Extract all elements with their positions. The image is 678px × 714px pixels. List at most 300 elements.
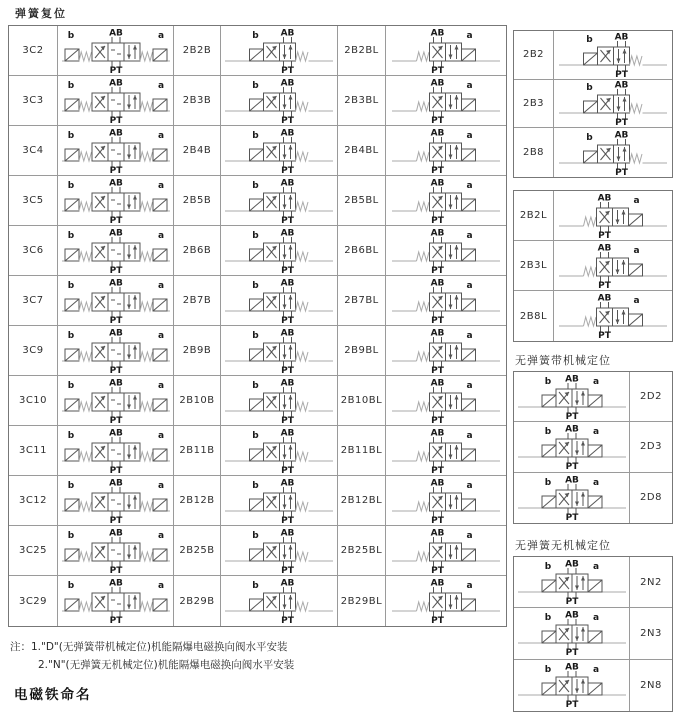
svg-text:AB: AB	[430, 528, 445, 538]
svg-text:AB: AB	[430, 328, 445, 338]
svg-text:PT: PT	[565, 648, 578, 657]
model-code-2bb-cell	[174, 26, 221, 76]
svg-text:PT: PT	[565, 411, 578, 420]
model-code-3c-cell	[9, 126, 58, 176]
valve-symbol-3pos-cell	[58, 76, 174, 126]
svg-text:b: b	[67, 530, 74, 541]
svg-text:PT: PT	[615, 69, 628, 78]
valve-symbol-2pos-b-cell	[221, 526, 338, 576]
model-code-2bbl-cell	[338, 26, 386, 76]
valve-symbol-cell	[554, 291, 672, 341]
valve-symbol-icon	[516, 374, 628, 420]
valve-symbol-icon	[60, 528, 172, 574]
model-code: 2D8	[640, 492, 662, 504]
svg-text:AB: AB	[280, 428, 295, 438]
model-code-2bbl: 2B7BL	[344, 295, 379, 306]
model-code-2bbl-cell	[338, 276, 386, 326]
svg-text:PT: PT	[281, 265, 294, 274]
svg-text:AB: AB	[280, 478, 295, 488]
svg-text:b: b	[544, 426, 551, 437]
svg-text:PT: PT	[109, 465, 122, 474]
valve-symbol-3pos-cell	[58, 376, 174, 426]
valve-symbol-icon	[223, 478, 335, 524]
svg-text:b: b	[252, 581, 259, 591]
side-table-detent	[513, 371, 673, 524]
model-code-2bb-cell	[174, 426, 221, 476]
valve-symbol-cell	[514, 660, 630, 711]
section-heading-solenoid-naming: 电磁铁命名	[14, 687, 92, 703]
valve-symbol-icon	[223, 128, 335, 174]
valve-symbol-2pos-b-cell	[221, 176, 338, 226]
valve-symbol-cell	[514, 473, 630, 523]
svg-text:PT: PT	[431, 265, 444, 274]
svg-text:PT: PT	[431, 115, 444, 124]
valve-symbol-icon	[223, 78, 335, 124]
svg-text:AB: AB	[430, 178, 445, 188]
valve-symbol-2pos-a-cell	[386, 126, 506, 176]
valve-symbol-3pos-cell	[58, 426, 174, 476]
valve-symbol-3pos-cell	[58, 326, 174, 376]
svg-text:a: a	[466, 581, 473, 591]
svg-text:PT: PT	[431, 616, 444, 624]
valve-model-table	[8, 25, 507, 627]
model-code-2bb: 2B4B	[182, 145, 212, 156]
svg-text:PT: PT	[109, 115, 122, 124]
valve-symbol-2pos-a-cell	[386, 576, 506, 626]
model-code-2bbl: 2B4BL	[344, 145, 379, 156]
svg-text:AB: AB	[430, 228, 445, 238]
model-code-2bbl-cell	[338, 176, 386, 226]
valve-symbol-3pos-cell	[58, 176, 174, 226]
valve-symbol-cell	[554, 31, 672, 80]
model-code-3c: 3C10	[18, 395, 48, 406]
svg-text:PT: PT	[281, 215, 294, 224]
model-code-cell	[514, 31, 554, 80]
svg-text:PT: PT	[109, 215, 122, 224]
model-code-3c: 3C9	[22, 345, 44, 356]
svg-text:AB: AB	[430, 478, 445, 488]
model-code-3c-cell	[9, 26, 58, 76]
valve-symbol-2pos-b-cell	[221, 276, 338, 326]
svg-text:a: a	[633, 296, 640, 306]
svg-text:AB: AB	[280, 78, 295, 88]
svg-text:a: a	[592, 562, 599, 573]
svg-text:AB: AB	[430, 128, 445, 138]
model-code-2bb: 2B12B	[179, 495, 215, 506]
model-code: 2B8L	[519, 310, 548, 322]
svg-text:AB: AB	[108, 328, 123, 338]
svg-text:a: a	[592, 665, 599, 676]
valve-symbol-icon	[223, 278, 335, 324]
svg-text:a: a	[157, 380, 164, 391]
svg-text:a: a	[157, 130, 164, 141]
side-table-spring-return-b	[513, 30, 673, 178]
valve-symbol-icon	[223, 178, 335, 224]
svg-text:b: b	[586, 83, 593, 94]
svg-text:a: a	[466, 330, 473, 341]
model-code: 2B3L	[519, 260, 548, 271]
svg-text:PT: PT	[281, 115, 294, 124]
model-code-3c-cell	[9, 376, 58, 426]
svg-text:a: a	[157, 280, 164, 291]
svg-text:b: b	[67, 80, 74, 91]
model-code-2bb: 2B2B	[182, 45, 212, 56]
svg-text:b: b	[586, 34, 593, 45]
model-code-2bb-cell	[174, 326, 221, 376]
svg-text:a: a	[157, 30, 164, 41]
valve-symbol-icon	[390, 128, 502, 174]
svg-text:b: b	[252, 480, 259, 491]
model-code-2bbl-cell	[338, 476, 386, 526]
footnote-text-1: 1."D"(无弹簧带机械定位)机能隔爆电磁换向阀水平安装	[31, 641, 288, 653]
svg-text:PT: PT	[109, 365, 122, 374]
model-code-2bbl: 2B3BL	[344, 95, 379, 106]
svg-text:PT: PT	[431, 65, 444, 74]
model-code: 2N2	[640, 576, 662, 588]
valve-symbol-3pos-cell	[58, 126, 174, 176]
svg-text:b: b	[67, 480, 74, 491]
valve-symbol-2pos-a-cell	[386, 326, 506, 376]
valve-symbol-icon	[390, 78, 502, 124]
svg-text:b: b	[252, 80, 259, 91]
model-code-2bb-cell	[174, 176, 221, 226]
model-code-3c-cell	[9, 476, 58, 526]
svg-text:PT: PT	[431, 365, 444, 374]
svg-text:a: a	[592, 613, 599, 624]
valve-symbol-3pos-cell	[58, 276, 174, 326]
model-code-2bb-cell	[174, 526, 221, 576]
svg-text:a: a	[157, 330, 164, 341]
valve-symbol-icon	[390, 428, 502, 474]
model-code-2bb-cell	[174, 476, 221, 526]
model-code: 2N3	[640, 627, 662, 639]
model-code-2bb-cell	[174, 76, 221, 126]
svg-text:AB: AB	[108, 478, 123, 488]
valve-symbol-2pos-a-cell	[386, 26, 506, 76]
model-code-cell	[630, 608, 672, 659]
svg-text:a: a	[633, 195, 640, 206]
model-code-2bb: 2B9B	[182, 345, 212, 356]
svg-text:PT: PT	[281, 515, 294, 524]
model-code: 2D3	[640, 441, 662, 453]
model-code-2bb-cell	[174, 126, 221, 176]
valve-symbol-2pos-b-cell	[221, 76, 338, 126]
model-code-2bbl: 2B6BL	[344, 245, 379, 256]
model-code-cell	[630, 422, 672, 472]
footnote-prefix: 注：	[10, 641, 31, 653]
model-code-2bb: 2B6B	[182, 245, 212, 256]
model-code-3c-cell	[9, 576, 58, 626]
svg-text:a: a	[157, 230, 164, 241]
svg-text:PT: PT	[431, 165, 444, 174]
valve-symbol-2pos-a-cell	[386, 376, 506, 426]
model-code-2bbl: 2B12BL	[340, 495, 383, 506]
model-code-cell	[514, 291, 554, 341]
svg-text:AB: AB	[430, 428, 445, 438]
model-code-3c-cell	[9, 526, 58, 576]
valve-symbol-2pos-a-cell	[386, 426, 506, 476]
model-code-2bb: 2B25B	[179, 545, 215, 556]
svg-text:AB: AB	[280, 278, 295, 288]
svg-text:a: a	[466, 530, 473, 541]
svg-text:PT: PT	[281, 65, 294, 74]
svg-text:AB: AB	[564, 424, 579, 435]
svg-text:b: b	[67, 430, 74, 441]
svg-text:PT: PT	[281, 616, 294, 624]
svg-text:PT: PT	[565, 700, 578, 709]
svg-text:a: a	[466, 80, 473, 91]
svg-text:PT: PT	[565, 597, 578, 606]
svg-text:AB: AB	[108, 78, 123, 88]
valve-symbol-2pos-b-cell	[221, 126, 338, 176]
svg-text:PT: PT	[598, 331, 611, 339]
page-title: 弹簧复位	[15, 7, 67, 20]
valve-symbol-cell	[514, 608, 630, 659]
model-code-3c: 3C11	[18, 445, 48, 456]
valve-symbol-2pos-a-cell	[386, 276, 506, 326]
svg-text:AB: AB	[108, 428, 123, 438]
model-code-3c: 3C2	[22, 45, 44, 56]
svg-text:b: b	[544, 665, 551, 676]
svg-text:PT: PT	[109, 315, 122, 324]
model-code-cell	[514, 241, 554, 291]
svg-text:AB: AB	[430, 378, 445, 388]
valve-symbol-2pos-a-cell	[386, 76, 506, 126]
model-code-2bbl: 2B9BL	[344, 345, 379, 356]
svg-text:AB: AB	[614, 130, 629, 141]
svg-text:b: b	[252, 130, 259, 141]
svg-text:AB: AB	[108, 228, 123, 238]
valve-symbol-2pos-b-cell	[221, 26, 338, 76]
valve-symbol-2pos-a-cell	[386, 176, 506, 226]
svg-text:AB: AB	[564, 475, 579, 486]
model-code-3c: 3C25	[18, 545, 48, 556]
svg-text:PT: PT	[598, 280, 611, 289]
svg-text:PT: PT	[109, 65, 122, 74]
svg-text:AB: AB	[108, 128, 123, 138]
svg-text:AB: AB	[564, 374, 579, 385]
caption-no-spring-no-detent: 无弹簧无机械定位	[515, 539, 611, 552]
model-code-3c-cell	[9, 426, 58, 476]
valve-symbol-cell	[554, 191, 672, 241]
svg-text:b: b	[67, 180, 74, 191]
svg-text:PT: PT	[281, 465, 294, 474]
valve-symbol-icon	[60, 328, 172, 374]
valve-symbol-3pos-cell	[58, 526, 174, 576]
svg-text:a: a	[633, 245, 640, 256]
valve-symbol-icon	[390, 378, 502, 424]
valve-symbol-icon	[390, 578, 502, 624]
footnotes	[10, 638, 294, 674]
model-code-2bbl-cell	[338, 226, 386, 276]
svg-text:PT: PT	[431, 465, 444, 474]
svg-text:b: b	[252, 280, 259, 291]
valve-symbol-2pos-a-cell	[386, 476, 506, 526]
valve-symbol-icon	[390, 528, 502, 574]
model-code-2bbl: 2B10BL	[340, 395, 383, 406]
footnote-text-2: 2."N"(无弹簧无机械定位)机能隔爆电磁换向阀水平安装	[38, 659, 295, 671]
valve-symbol-2pos-b-cell	[221, 426, 338, 476]
svg-text:AB: AB	[108, 378, 123, 388]
valve-symbol-icon	[390, 278, 502, 324]
svg-text:b: b	[252, 330, 259, 341]
model-code-2bbl: 2B5BL	[344, 195, 379, 206]
svg-text:PT: PT	[431, 515, 444, 524]
model-code-cell	[630, 660, 672, 711]
model-code-2bbl-cell	[338, 576, 386, 626]
svg-text:PT: PT	[565, 512, 578, 521]
valve-symbol-icon	[223, 228, 335, 274]
model-code-3c-cell	[9, 326, 58, 376]
valve-symbol-3pos-cell	[58, 26, 174, 76]
svg-text:AB: AB	[280, 328, 295, 338]
valve-symbol-icon	[557, 243, 669, 289]
model-code-2bb: 2B7B	[182, 295, 212, 306]
svg-text:AB: AB	[280, 178, 295, 188]
model-code-3c: 3C12	[18, 495, 48, 506]
svg-text:PT: PT	[281, 415, 294, 424]
valve-symbol-icon	[223, 328, 335, 374]
svg-text:PT: PT	[431, 215, 444, 224]
svg-text:b: b	[252, 180, 259, 191]
model-code-2bbl-cell	[338, 126, 386, 176]
model-code: 2B2	[522, 49, 545, 61]
svg-text:b: b	[544, 376, 551, 387]
model-code-2bbl: 2B2BL	[344, 45, 379, 56]
valve-symbol-icon	[223, 528, 335, 574]
svg-text:PT: PT	[431, 565, 444, 574]
svg-text:AB: AB	[108, 528, 123, 538]
valve-symbol-3pos-cell	[58, 576, 174, 626]
model-code: 2B3	[522, 97, 545, 109]
svg-text:a: a	[157, 581, 164, 591]
valve-symbol-icon	[516, 475, 628, 521]
valve-symbol-2pos-b-cell	[221, 326, 338, 376]
valve-symbol-cell	[514, 422, 630, 472]
model-code: 2D2	[640, 391, 662, 403]
svg-text:PT: PT	[598, 230, 611, 239]
valve-symbol-icon	[557, 32, 669, 78]
svg-text:b: b	[67, 230, 74, 241]
valve-symbol-icon	[557, 80, 669, 126]
valve-symbol-cell	[554, 80, 672, 129]
svg-text:AB: AB	[614, 80, 629, 91]
footnote-line-1	[10, 638, 294, 656]
svg-text:a: a	[157, 80, 164, 91]
valve-symbol-2pos-a-cell	[386, 226, 506, 276]
svg-text:AB: AB	[430, 278, 445, 288]
valve-symbol-icon	[60, 178, 172, 224]
svg-text:a: a	[466, 230, 473, 241]
model-code-2bb: 2B11B	[179, 445, 215, 456]
valve-symbol-icon	[60, 228, 172, 274]
svg-text:AB: AB	[280, 578, 295, 589]
valve-symbol-icon	[390, 178, 502, 224]
valve-symbol-icon	[557, 293, 669, 339]
svg-text:b: b	[544, 477, 551, 488]
svg-text:b: b	[67, 130, 74, 141]
svg-text:PT: PT	[109, 265, 122, 274]
svg-text:AB: AB	[564, 610, 579, 621]
svg-text:AB: AB	[108, 28, 123, 38]
svg-text:b: b	[67, 581, 74, 591]
valve-symbol-2pos-b-cell	[221, 476, 338, 526]
footnote-line-2	[38, 656, 294, 674]
svg-text:a: a	[466, 430, 473, 441]
model-code-2bb: 2B3B	[182, 95, 212, 106]
svg-text:a: a	[466, 30, 473, 41]
svg-text:AB: AB	[597, 293, 612, 304]
svg-text:PT: PT	[615, 167, 628, 176]
svg-text:PT: PT	[109, 515, 122, 524]
svg-text:b: b	[67, 330, 74, 341]
svg-text:a: a	[157, 480, 164, 491]
model-code-2bb-cell	[174, 576, 221, 626]
svg-text:b: b	[252, 430, 259, 441]
valve-symbol-icon	[60, 378, 172, 424]
model-code-2bb: 2B29B	[179, 595, 215, 607]
model-code: 2B2L	[519, 210, 548, 221]
model-code-3c: 3C6	[22, 245, 44, 256]
svg-text:a: a	[157, 430, 164, 441]
valve-symbol-icon	[60, 128, 172, 174]
svg-text:AB: AB	[430, 28, 445, 38]
svg-text:PT: PT	[109, 165, 122, 174]
svg-text:a: a	[592, 426, 599, 437]
model-code-2bbl-cell	[338, 76, 386, 126]
svg-text:a: a	[466, 280, 473, 291]
model-code-2bbl: 2B11BL	[340, 445, 383, 456]
valve-symbol-icon	[223, 428, 335, 474]
svg-text:PT: PT	[281, 365, 294, 374]
svg-text:AB: AB	[280, 378, 295, 388]
svg-text:AB: AB	[108, 278, 123, 288]
model-code-2bbl-cell	[338, 526, 386, 576]
valve-symbol-icon	[60, 278, 172, 324]
side-table-spring-return-a	[513, 190, 673, 342]
svg-text:PT: PT	[565, 461, 578, 470]
svg-text:a: a	[592, 376, 599, 387]
svg-text:a: a	[466, 380, 473, 391]
valve-symbol-icon	[516, 662, 628, 708]
svg-text:b: b	[67, 280, 74, 291]
valve-symbol-cell	[554, 128, 672, 177]
svg-text:a: a	[157, 530, 164, 541]
svg-text:PT: PT	[431, 315, 444, 324]
valve-symbol-2pos-b-cell	[221, 376, 338, 426]
svg-text:b: b	[252, 530, 259, 541]
model-code-2bbl: 2B25BL	[340, 545, 383, 556]
valve-symbol-icon	[223, 28, 335, 74]
valve-symbol-cell	[514, 557, 630, 608]
valve-symbol-icon	[60, 78, 172, 124]
model-code-2bb: 2B5B	[182, 195, 212, 206]
model-code: 2B8	[522, 147, 545, 159]
valve-symbol-icon	[390, 478, 502, 524]
valve-symbol-icon	[557, 130, 669, 176]
svg-text:PT: PT	[431, 415, 444, 424]
valve-symbol-icon	[60, 578, 172, 624]
svg-text:a: a	[466, 180, 473, 191]
svg-text:PT: PT	[281, 565, 294, 574]
model-code-cell	[514, 80, 554, 129]
model-code-3c: 3C5	[22, 195, 44, 206]
svg-text:AB: AB	[280, 528, 295, 538]
valve-symbol-icon	[516, 610, 628, 656]
svg-text:b: b	[544, 613, 551, 624]
model-code-cell	[514, 128, 554, 177]
svg-text:b: b	[252, 230, 259, 241]
